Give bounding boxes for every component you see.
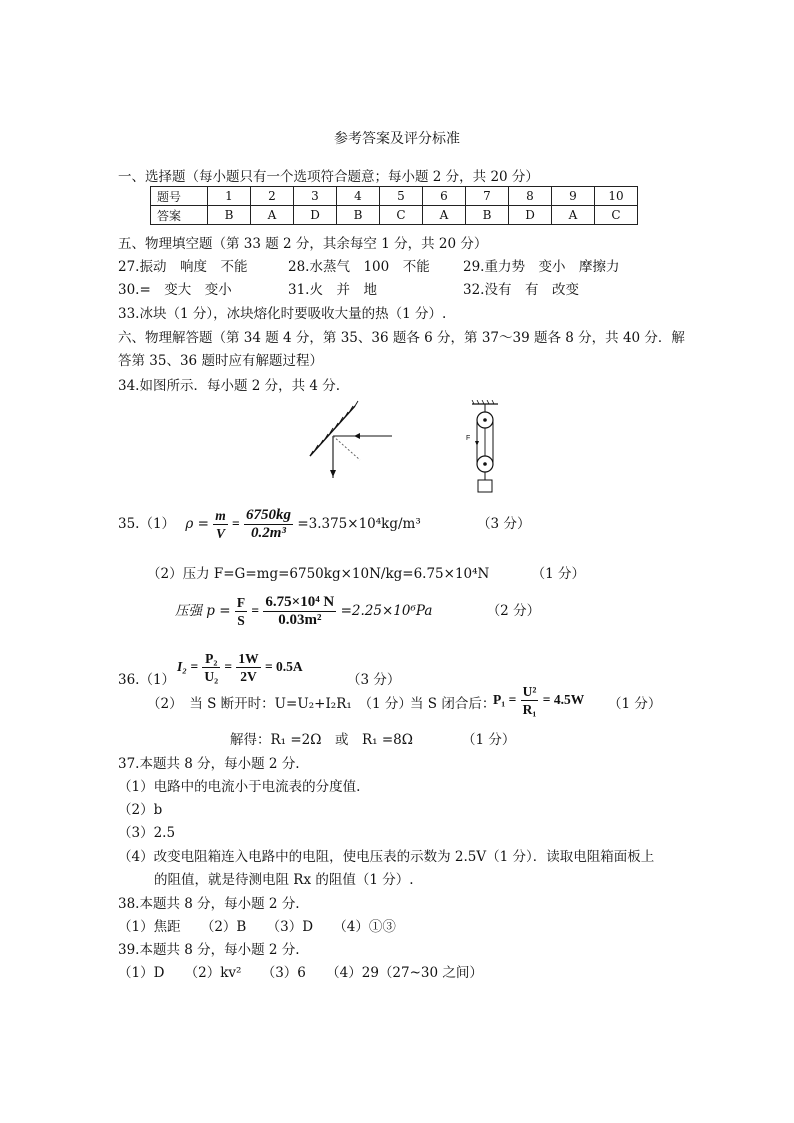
q38-heading: 38.本题共 8 分，每小题 2 分. <box>118 896 300 912</box>
fraction-m-over-v <box>213 507 228 542</box>
answer-27: 27.振动 响度 不能 <box>118 259 248 275</box>
table-cell: B <box>466 206 509 225</box>
answer-36-power-formula <box>493 679 584 721</box>
table-cell: B <box>337 206 380 225</box>
answer-29: 29.重力势 变小 摩擦力 <box>463 259 620 275</box>
q36-i2: I₂ = <box>177 659 199 674</box>
q35-result3: =2.25×10⁶Pa <box>340 603 433 619</box>
q36-usq: U² <box>522 684 537 699</box>
answer-35-part2 <box>147 562 585 582</box>
q35-m: m <box>215 508 226 523</box>
table-cell: 9 <box>552 187 595 206</box>
page-title: 参考答案及评分标准 <box>334 131 460 147</box>
q36-score3: （1 分） <box>462 732 516 748</box>
table-cell: 8 <box>509 187 552 206</box>
table-cell: 2 <box>251 187 294 206</box>
q39-answers: （1）D （2）kv² （3）6 （4）29（27~30 之间） <box>118 965 483 981</box>
q37-answer-1: （1）电路中的电流小于电流表的分度值. <box>118 779 361 795</box>
q36-score2: （1 分） <box>608 696 662 712</box>
fraction-p-over-u <box>202 650 220 685</box>
answer-31: 31.火 并 地 <box>288 282 377 298</box>
q36-label: 36.（1） <box>118 672 176 688</box>
section-6-heading: 六、物理解答题（第 34 题 4 分，第 35、36 题各 6 分，第 37～39 题各 8 分，共 40 分．解 <box>118 330 685 346</box>
q35-v: V <box>215 526 225 541</box>
answer-32: 32.没有 有 改变 <box>463 282 579 298</box>
table-cell: 3 <box>294 187 337 206</box>
table-cell: C <box>595 206 638 225</box>
table-row-answers <box>151 206 638 225</box>
q36-p1: P₁ = <box>493 692 517 707</box>
fraction-watts-over-volts <box>236 650 260 685</box>
q37-answer-4a: （4）改变电阻箱连入电路中的电阻，使电压表的示数为 2.5V（1 分）．读取电阻箱面板上 <box>118 849 655 865</box>
table-cell: 7 <box>466 187 509 206</box>
section-6-heading-cont: 答第 35、36 题时应有解题过程） <box>118 353 323 369</box>
table-cell: C <box>380 206 423 225</box>
fraction-f-over-s <box>235 594 247 629</box>
q36-v: 2V <box>240 669 257 684</box>
q36-r1: R₁ <box>522 702 537 717</box>
table-row-label: 题号 <box>151 187 208 206</box>
q35-s: S <box>237 613 245 628</box>
q35-result: =3.375×10⁴kg/m³ <box>297 516 421 532</box>
q35-num: 6750kg <box>246 507 292 523</box>
q39-heading: 39.本题共 8 分，每小题 2 分. <box>118 942 300 958</box>
table-cell: 4 <box>337 187 380 206</box>
table-cell: D <box>509 206 552 225</box>
section-5-heading: 五、物理填空题（第 33 题 2 分，其余每空 1 分，共 20 分） <box>118 236 488 252</box>
pulley-figure <box>462 400 508 496</box>
q36-score1: （3 分） <box>347 672 401 688</box>
answer-28: 28.水蒸气 100 不能 <box>288 259 430 275</box>
table-cell: 10 <box>595 187 638 206</box>
answer-34: 34.如图所示．每小题 2 分，共 4 分. <box>118 378 341 394</box>
answer-33: 33.冰块（1 分），冰块熔化时要吸收大量的热（1 分）. <box>118 306 447 322</box>
q35-pressure-label: 压强 p = <box>175 603 231 619</box>
mirror-reflection-figure <box>300 398 400 482</box>
q35-f: F <box>236 595 246 610</box>
fraction-usq-over-r <box>521 683 539 718</box>
answer-30: 30.= 变大 变小 <box>118 282 232 298</box>
table-cell: 1 <box>208 187 251 206</box>
answer-table <box>150 186 638 225</box>
q36-w: 1W <box>238 651 259 666</box>
q38-answers: （1）焦距 （2）B （3）D （4）①③ <box>118 919 396 935</box>
q35-score2: （1 分） <box>531 566 586 582</box>
q36-part2b: 当 S 闭合后： <box>410 696 496 712</box>
q36-result: = 0.5A <box>264 659 303 674</box>
q37-answer-2: （2）b <box>118 802 163 818</box>
table-row-label: 答案 <box>151 206 208 225</box>
fraction-force-over-area <box>263 594 336 629</box>
table-cell: A <box>423 206 466 225</box>
table-cell: A <box>552 206 595 225</box>
q35-den: 0.2m³ <box>251 525 286 541</box>
answer-35-part1: 35.（1） ρ = $\frac{m}{V}$ = $\frac{6750kg}{\text{0.2m³}}$ =3.375×10⁴kg/m³ （3 分） <box>118 507 531 541</box>
q36-u2: U₂ <box>204 669 219 684</box>
fraction-mass-over-volume <box>244 507 293 542</box>
section-1-heading: 一、选择题（每小题只有一个选项符合题意；每小题 2 分，共 20 分） <box>118 169 539 185</box>
q36-solve: 解得：R₁ =2Ω 或 R₁ =8Ω <box>230 732 413 748</box>
table-cell: A <box>251 206 294 225</box>
q35-score1: （3 分） <box>477 516 531 532</box>
q35-label: 35.（1） <box>118 516 176 532</box>
q35-rho: ρ = <box>185 516 209 532</box>
q36-part2a: （2） 当 S 断开时：U=U₂+I₂R₁ （1 分） <box>147 696 412 712</box>
q35-num3: 6.75×10⁴ N <box>265 594 335 610</box>
table-cell: B <box>208 206 251 225</box>
q35-score3: （2 分） <box>486 603 541 619</box>
table-cell: D <box>294 206 337 225</box>
table-cell: 6 <box>423 187 466 206</box>
answer-36-formula: I₂ = $\frac{\text{P₂}}{\text{U₂}}$ = $\frac{1W}{2V}$ = 0.5A <box>177 651 303 684</box>
q36-result2: = 4.5W <box>542 692 585 707</box>
q37-heading: 37.本题共 8 分，每小题 2 分. <box>118 756 300 772</box>
q35-part2: （2）压力 F=G=mg=6750kg×10N/kg=6.75×10⁴N <box>147 566 490 582</box>
answer-35-part3: 压强 p = $\frac{F}{S}$ = $\frac{\text{6.75×10⁴ N}}{\text{0.03m²}}$ =2.25×10⁶Pa （2 分） <box>175 594 541 628</box>
q35-den3: 0.03m² <box>278 612 322 628</box>
table-cell: 5 <box>380 187 423 206</box>
table-row-numbers <box>151 187 638 206</box>
force-label: F <box>466 435 471 442</box>
q37-answer-3: （3）2.5 <box>118 825 176 841</box>
q37-answer-4b: 的阻值，就是待测电阻 Rx 的阻值（1 分）. <box>154 872 414 888</box>
q36-p2: P₂ <box>202 650 220 668</box>
